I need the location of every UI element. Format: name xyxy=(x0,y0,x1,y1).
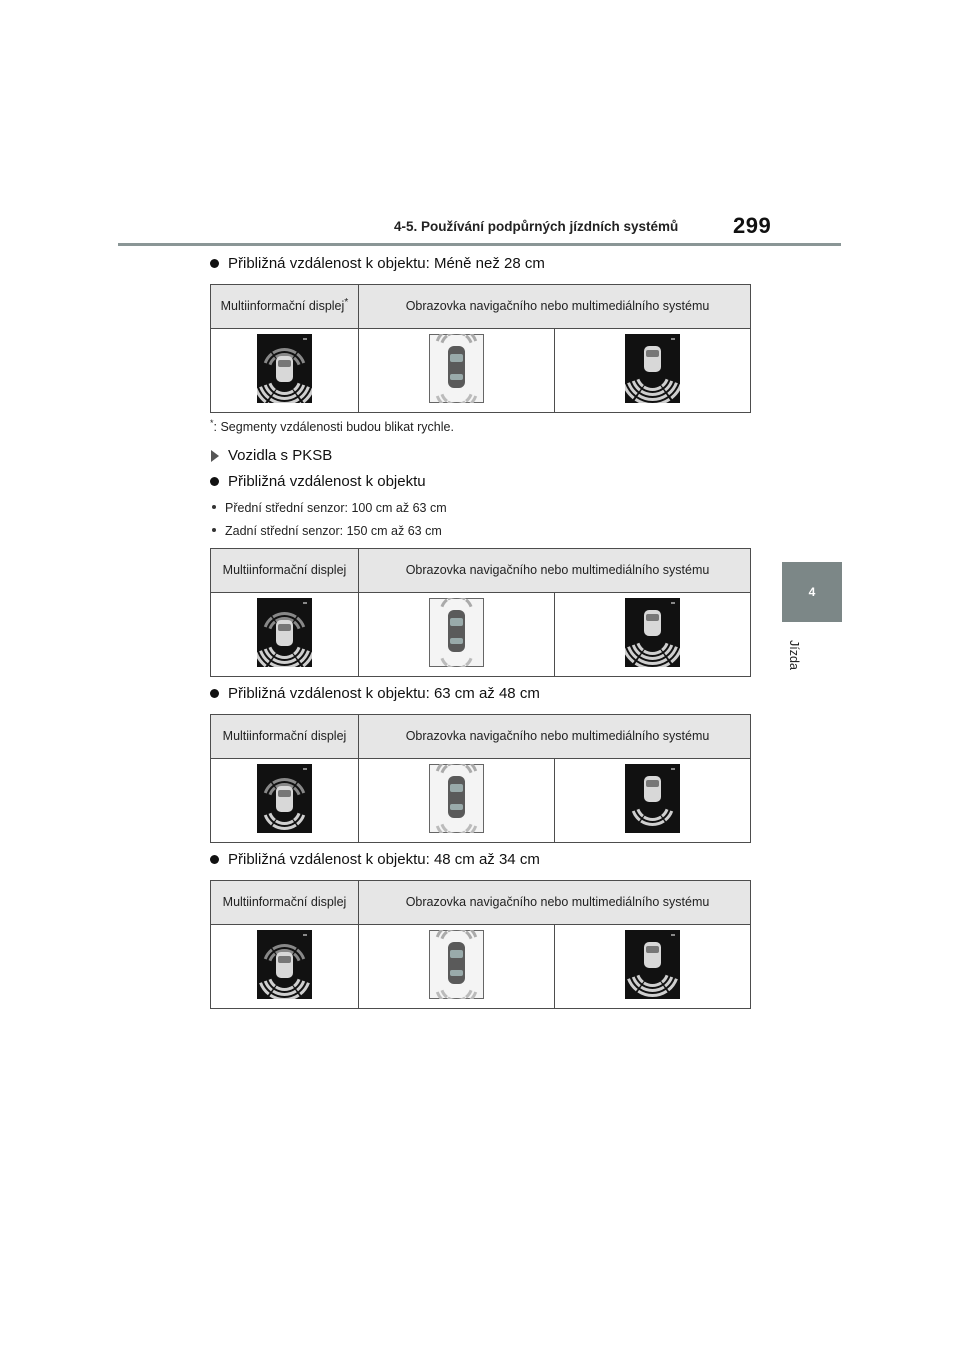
pksb-heading: Vozidla s PKSB xyxy=(210,447,332,464)
table-cell xyxy=(555,925,751,1009)
multimedia-screen-image xyxy=(625,764,680,838)
display-table xyxy=(210,284,751,413)
footnote: *: Segmenty vzdálenosti budou blikat rychle. xyxy=(210,417,454,434)
bullet-dot-icon xyxy=(210,689,219,698)
table-cell xyxy=(359,329,555,413)
multiinfo-display-image xyxy=(257,598,312,672)
bullet-dot-icon xyxy=(210,259,219,268)
multimedia-screen-image xyxy=(625,598,680,672)
list-item: Přední střední senzor: 100 cm až 63 cm xyxy=(212,501,447,515)
multiinfo-display-image xyxy=(257,930,312,1004)
navigation-screen-image xyxy=(429,930,484,1004)
triangle-icon xyxy=(211,450,219,462)
table-cell xyxy=(359,759,555,843)
table-cell xyxy=(555,329,751,413)
table-header-multiinfo: Multiinformační displej xyxy=(211,881,359,925)
table-cell xyxy=(211,593,359,677)
table-cell xyxy=(211,925,359,1009)
table-header-navigation: Obrazovka navigačního nebo multimediálního systému xyxy=(359,285,751,329)
table-cell xyxy=(555,593,751,677)
multimedia-screen-image xyxy=(625,334,680,408)
chapter-tab[interactable] xyxy=(782,562,842,622)
section-title: 4-5. Používání podpůrných jízdních systémů xyxy=(394,219,679,234)
navigation-screen-image xyxy=(429,334,484,408)
table-cell xyxy=(211,759,359,843)
multimedia-screen-image xyxy=(625,930,680,1004)
table-header-navigation: Obrazovka navigačního nebo multimediálního systému xyxy=(359,715,751,759)
table-cell xyxy=(211,329,359,413)
bullet-item: Přibližná vzdálenost k objektu: Méně než 28 cm xyxy=(210,255,545,272)
chapter-label: Jízda xyxy=(787,640,802,670)
table-header-multiinfo: Multiinformační displej xyxy=(211,715,359,759)
bullet-item: Přibližná vzdálenost k objektu: 63 cm až 48 cm xyxy=(210,685,540,702)
header-divider xyxy=(118,243,841,246)
bullet-item: Přibližná vzdálenost k objektu xyxy=(210,473,426,490)
table-header-multiinfo: Multiinformační displej xyxy=(211,549,359,593)
table-header-navigation: Obrazovka navigačního nebo multimediálního systému xyxy=(359,549,751,593)
table-header-navigation: Obrazovka navigačního nebo multimediálního systému xyxy=(359,881,751,925)
bullet-dot-icon xyxy=(212,528,216,532)
navigation-screen-image xyxy=(429,764,484,838)
table-cell xyxy=(359,925,555,1009)
chapter-number: 4 xyxy=(808,585,816,599)
multiinfo-display-image xyxy=(257,764,312,838)
bullet-item: Přibližná vzdálenost k objektu: 48 cm až 34 cm xyxy=(210,851,540,868)
bullet-dot-icon xyxy=(212,505,216,509)
page-number: 299 xyxy=(733,213,772,238)
display-table xyxy=(210,880,751,1009)
bullet-dot-icon xyxy=(210,477,219,486)
table-cell xyxy=(359,593,555,677)
display-table xyxy=(210,714,751,843)
navigation-screen-image xyxy=(429,598,484,672)
table-header-multiinfo: Multiinformační displej* xyxy=(211,285,359,329)
bullet-dot-icon xyxy=(210,855,219,864)
table-cell xyxy=(555,759,751,843)
display-table xyxy=(210,548,751,677)
multiinfo-display-image xyxy=(257,334,312,408)
list-item: Zadní střední senzor: 150 cm až 63 cm xyxy=(212,524,442,538)
